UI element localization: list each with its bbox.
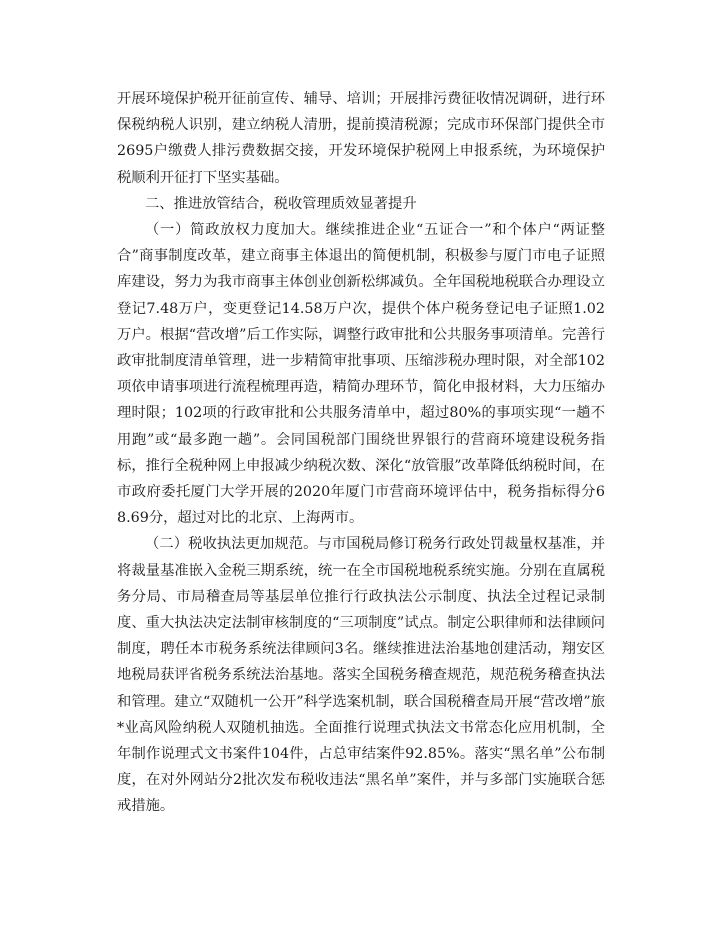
paragraph-environment-tax: 开展环境保护税开征前宣传、辅导、培训；开展排污费征收情况调研，进行环保税纳税人识别，建立纳税人清册，提前摸清税源；完成市环保部门提供全市2695户缴费人排污费数据交接，开发环境保护税网上申报系统，为环境保护税顺利开征打下坚实基础。 — [117, 91, 605, 186]
section-heading: 二、推进放管结合，税收管理质效显著提升 — [145, 195, 417, 212]
document-body — [117, 86, 605, 820]
paragraph-simplify-administration: （一）简政放权力度加大。继续推进企业“五证合一”和个体户“两证整合”商事制度改革，建立商事主体退出的简便机制，积极参与厦门市电子证照库建设，努力为我市商事主体创业创新松绑减负。全年国税地税联合办理设立登记7.48万户，变更登记14.58万户次，提供个体户税务登记电子证照1.02万户。根据“营改增”后工作实际，调整行政审批和公共服务事项清单。完善行政审批制度清单管理，进一步精简审批事项、压缩涉税办理时限，对全部102项依申请事项进行流程梳理再造，精简办理环节，简化申报材料，大力压缩办理时限；102项的行政审批和公共服务清单中，超过80%的事项实现“一趟不用跑”或“最多跑一趟”。会同国税部门围绕世界银行的营商环境建设税务指标，推行全税种网上申报减少纳税次数、深化“放管服”改革降低纳税时间，在市政府委托厦门大学开展的2020年厦门市营商环境评估中，税务指标得分68.69分，超过对比的北京、上海两市。 — [117, 222, 605, 527]
paragraph-law-enforcement: （二）税收执法更加规范。与市国税局修订税务行政处罚裁量权基准，并将裁量基准嵌入金税三期系统，统一在全市国税地税系统实施。分别在直属税务分局、市局稽查局等基层单位推行行政执法公示制度、执法全过程记录制度、重大执法决定法制审核制度的“三项制度”试点。制定公职律师和法律顾问制度，聘任本市税务系统法律顾问3名。继续推进法治基地创建活动，翔安区地税局获评省税务系统法治基地。落实全国税务稽查规范，规范税务稽查执法和管理。建立“双随机一公开”科学选案机制，联合国税稽查局开展“营改增”旅*业高风险纳税人双随机抽选。全面推行说理式执法文书常态化应用机制，全年制作说理式文书案件104件，占总审结案件92.85%。落实“黑名单”公布制度，在对外网站分2批次发布税收违法“黑名单”案件，并与多部门实施联合惩戒措施。 — [117, 536, 605, 815]
